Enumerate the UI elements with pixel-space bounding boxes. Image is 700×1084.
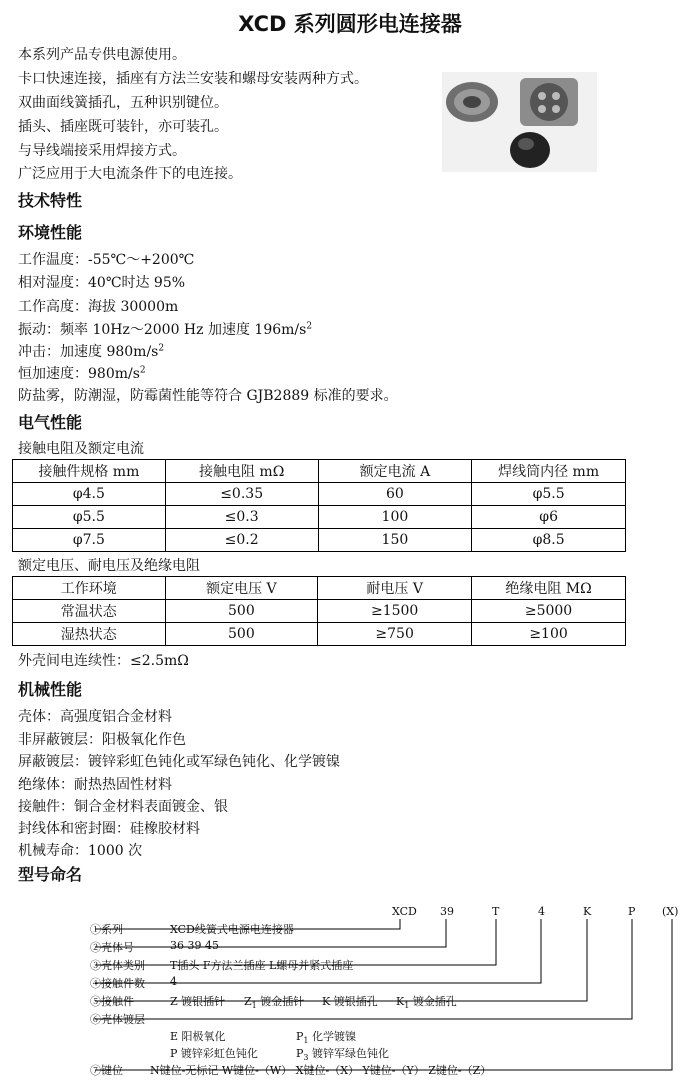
intro-line: 广泛应用于大电流条件下的电连接。 xyxy=(18,166,242,182)
code-row-label: ①系列 xyxy=(90,923,123,936)
env-line: 防盐雾，防潮湿，防霉菌性能等符合 GJB2889 标准的要求。 xyxy=(18,388,398,404)
plating-option: P 镀锌彩虹色钝化 xyxy=(170,1047,258,1060)
intro-line: 与导线端接采用焊接方式。 xyxy=(18,143,186,159)
table-row xyxy=(13,483,626,506)
code-row-label: ⑤接触件 xyxy=(90,995,134,1008)
table-header: 接触件规格 mm xyxy=(13,460,166,483)
table-caption: 额定电压、耐电压及绝缘电阻 xyxy=(18,558,200,574)
contact-resistance-table xyxy=(12,459,626,552)
env-line: 恒加速度：$980m/s^2$ xyxy=(18,365,146,382)
env-line: 相对湿度：40℃时达 95% xyxy=(18,275,186,291)
mech-line: 屏蔽镀层：镀锌彩虹色钝化或军绿色钝化、化学镀镍 xyxy=(18,754,340,770)
contact-option: $Z_1$ 镀金插针 xyxy=(244,995,305,1011)
mech-line: 封线体和密封圈：硅橡胶材料 xyxy=(18,821,200,837)
table-header: 绝缘电阻 MΩ xyxy=(472,577,626,600)
table-cell: φ7.5 xyxy=(13,529,166,552)
table-cell: ≥5000 xyxy=(472,600,626,623)
intro-line: 双曲面线簧插孔，五种识别键位。 xyxy=(18,95,228,111)
table-header: 焊线筒内径 mm xyxy=(472,460,626,483)
table-cell: φ8.5 xyxy=(472,529,626,552)
section-heading: 型号命名 xyxy=(18,865,83,884)
table-header: 耐电压 V xyxy=(318,577,472,600)
table-cell: φ5.5 xyxy=(472,483,626,506)
code-row-label: ②壳体号 xyxy=(90,941,134,954)
table-cell: 湿热状态 xyxy=(13,623,166,646)
table-cell: φ5.5 xyxy=(13,506,166,529)
section-heading: 电气性能 xyxy=(18,413,83,432)
plating-option: $P_3$ 镀锌军绿色钝化 xyxy=(296,1047,389,1063)
code-part: 39 xyxy=(440,905,454,918)
table-header: 额定电流 A xyxy=(318,460,472,483)
mech-line: 机械寿命：1000 次 xyxy=(18,843,143,859)
table-cell: ≤0.2 xyxy=(165,529,318,552)
model-code-diagram xyxy=(0,895,700,1084)
intro-line: 插头、插座既可装针，亦可装孔。 xyxy=(18,119,228,135)
code-row-value: XCD线簧式电源电连接器 xyxy=(170,923,294,936)
table-header-row xyxy=(13,577,626,600)
env-line: 工作高度：海拔 30000m xyxy=(18,299,179,315)
code-part: P xyxy=(628,905,636,918)
voltage-insulation-table xyxy=(12,576,626,646)
code-row-value: 4 xyxy=(170,975,177,988)
table-row xyxy=(13,529,626,552)
table-header: 工作环境 xyxy=(13,577,166,600)
code-part: XCD xyxy=(392,905,417,918)
contact-option: K 镀银插孔 xyxy=(322,995,378,1008)
code-row-label: ⑦键位 xyxy=(90,1064,123,1077)
mech-line: 绝缘体：耐热热固性材料 xyxy=(18,777,172,793)
contact-option: Z 镀银插针 xyxy=(170,995,226,1008)
table-cell: ≥1500 xyxy=(318,600,472,623)
plating-option: E 阳极氧化 xyxy=(170,1030,226,1043)
code-row-label: ⑥壳体镀层 xyxy=(90,1013,145,1026)
section-heading: 机械性能 xyxy=(18,680,83,699)
table-header-row xyxy=(13,460,626,483)
table-row xyxy=(13,506,626,529)
intro-line: 本系列产品专供电源使用。 xyxy=(18,47,186,63)
section-heading: 技术特性 xyxy=(18,191,83,210)
table-cell: ≤0.3 xyxy=(165,506,318,529)
table-cell: ≤0.35 xyxy=(165,483,318,506)
code-part: T xyxy=(492,905,500,918)
table-cell: 100 xyxy=(318,506,472,529)
code-row-label: ④接触件数 xyxy=(90,977,145,990)
section-heading: 环境性能 xyxy=(18,223,83,242)
env-line: 冲击：加速度 $980m/s^2$ xyxy=(18,343,165,360)
code-row-value: T插头 F方法兰插座 L螺母并紧式插座 xyxy=(170,959,354,972)
table-header: 额定电压 V xyxy=(165,577,318,600)
plating-option: $P_1$ 化学镀镍 xyxy=(296,1030,356,1046)
code-part: (X) xyxy=(662,905,679,918)
table-cell: 150 xyxy=(318,529,472,552)
page-title: XCD 系列圆形电连接器 xyxy=(238,12,462,36)
code-row-value: N键位-无标记 W键位-（W） X键位-（X） Y键位-（Y） Z键位-（Z） xyxy=(150,1064,492,1077)
code-part: 4 xyxy=(538,905,545,918)
table-row xyxy=(13,600,626,623)
table-cell: 500 xyxy=(165,600,318,623)
table-row xyxy=(13,623,626,646)
table-header: 接触电阻 mΩ xyxy=(165,460,318,483)
table-caption: 接触电阻及额定电流 xyxy=(18,441,144,457)
table-cell: ≥750 xyxy=(318,623,472,646)
code-part: K xyxy=(583,905,592,918)
code-row-value: 36 39 45 xyxy=(170,939,219,952)
table-cell: 常温状态 xyxy=(13,600,166,623)
table-cell: 500 xyxy=(165,623,318,646)
table-cell: φ6 xyxy=(472,506,626,529)
env-line: 工作温度：-55℃～+200℃ xyxy=(18,252,195,268)
mech-line: 接触件：铜合金材料表面镀金、银 xyxy=(18,799,228,815)
table-cell: 60 xyxy=(318,483,472,506)
connector-photo xyxy=(442,72,597,172)
env-line: 振动：频率 10Hz～2000 Hz 加速度 $196m/s^2$ xyxy=(18,321,313,338)
table-cell: ≥100 xyxy=(472,623,626,646)
intro-line: 卡口快速连接，插座有方法兰安装和螺母安装两种方式。 xyxy=(18,71,368,87)
code-row-label: ③壳体类别 xyxy=(90,959,145,972)
shell-continuity: 外壳间电连续性：≤2.5mΩ xyxy=(18,653,189,669)
mech-line: 非屏蔽镀层：阳极氧化作色 xyxy=(18,732,186,748)
table-cell: φ4.5 xyxy=(13,483,166,506)
mech-line: 壳体：高强度铝合金材料 xyxy=(18,709,172,725)
contact-option: $K_1$ 镀金插孔 xyxy=(396,995,457,1011)
